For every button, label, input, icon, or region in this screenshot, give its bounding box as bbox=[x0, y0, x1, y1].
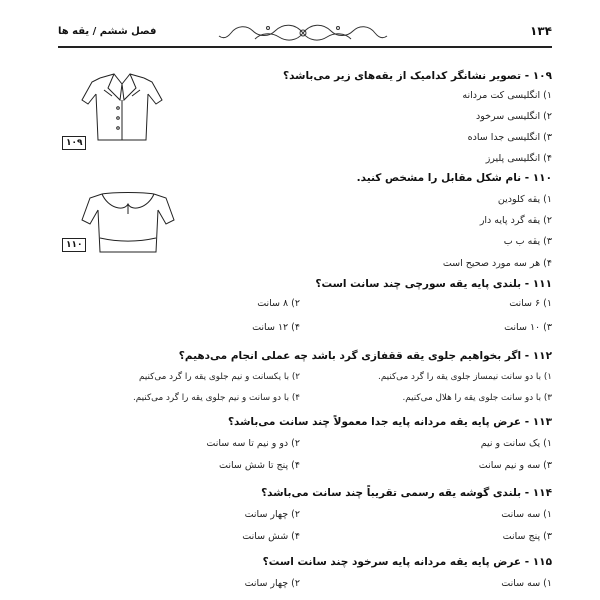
question-114: ۱۱۴ - بلندی گوشه یقه رسمی تقریباً چند سانت می‌باشد؟ bbox=[261, 487, 552, 499]
question-110: ۱۱۰ - نام شکل مقابل را مشخص کنید. bbox=[356, 172, 552, 184]
option-item: ۳) ۱۰ سانت bbox=[504, 322, 552, 333]
option-item: ۲) یقه گرد پایه دار bbox=[479, 215, 552, 226]
option-item: ۴) پنج تا شش سانت bbox=[219, 460, 300, 471]
page-number: ۱۳۴ bbox=[530, 24, 552, 38]
figure-109-label: ۱۰۹ bbox=[62, 136, 86, 150]
option-item: ۴) انگلیسی پلیرز bbox=[485, 153, 552, 164]
question-111: ۱۱۱ - بلندی پایه یقه سورچی چند سانت است؟ bbox=[315, 278, 552, 290]
option-item: ۱) ۶ سانت bbox=[509, 298, 552, 309]
option-item: ۴) هر سه مورد صحیح است bbox=[442, 258, 552, 269]
option-item: ۴) شش سانت bbox=[242, 531, 300, 542]
option-item: ۲) ۸ سانت bbox=[257, 298, 300, 309]
option-item: ۲) چهار سانت bbox=[244, 578, 300, 589]
option-item: ۱) سه سانت bbox=[501, 509, 552, 520]
figure-110-label: ۱۱۰ bbox=[62, 238, 86, 252]
option-item: ۳) با دو سانت جلوی یقه را هلال می‌کنیم. bbox=[402, 393, 552, 403]
option-item: ۱) یک سانت و نیم bbox=[480, 438, 552, 449]
question-112: ۱۱۲ - اگر بخواهیم جلوی یقه ققفازی گرد باشد چه عملی انجام می‌دهیم؟ bbox=[178, 350, 552, 362]
option-item: ۲) انگلیسی سرخود bbox=[475, 111, 552, 122]
question-115: ۱۱۵ - عرض پایه یقه مردانه پایه سرخود چند سانت است؟ bbox=[262, 556, 552, 568]
option-item: ۱) با دو سانت نیمساز جلوی یقه را گرد می‌کنیم. bbox=[378, 372, 552, 382]
option-item: ۱) یقه کلودین bbox=[497, 194, 552, 205]
option-item: ۱) سه سانت bbox=[501, 578, 552, 589]
option-item: ۳) انگلیسی جدا ساده bbox=[467, 132, 552, 143]
option-item: ۳) پنج سانت bbox=[502, 531, 552, 542]
question-113: ۱۱۳ - عرض پایه یقه مردانه پایه جدا معمولاً چند سانت می‌باشد؟ bbox=[227, 416, 552, 428]
option-item: ۲) با یکسانت و نیم جلوی یقه را گرد می‌کنیم bbox=[138, 372, 300, 382]
header-rule bbox=[58, 46, 552, 48]
option-item: ۴) ۱۲ سانت bbox=[252, 322, 300, 333]
question-109: ۱۰۹ - تصویر نشانگر کدامیک از یقه‌های زیر می‌باشد؟ bbox=[282, 70, 552, 82]
ornament-icon bbox=[218, 20, 388, 46]
page-header bbox=[58, 20, 552, 50]
option-item: ۱) انگلیسی کت مردانه bbox=[462, 90, 552, 101]
option-item: ۴) با دو سانت و نیم جلوی یقه را گرد می‌کنیم. bbox=[132, 393, 300, 403]
option-item: ۳) یقه ب ب bbox=[503, 236, 552, 247]
option-item: ۳) سه و نیم سانت bbox=[478, 460, 552, 471]
chapter-title: فصل ششم / یقه ها bbox=[58, 26, 157, 37]
option-item: ۲) دو و نیم تا سه سانت bbox=[206, 438, 300, 449]
option-item: ۲) چهار سانت bbox=[244, 509, 300, 520]
